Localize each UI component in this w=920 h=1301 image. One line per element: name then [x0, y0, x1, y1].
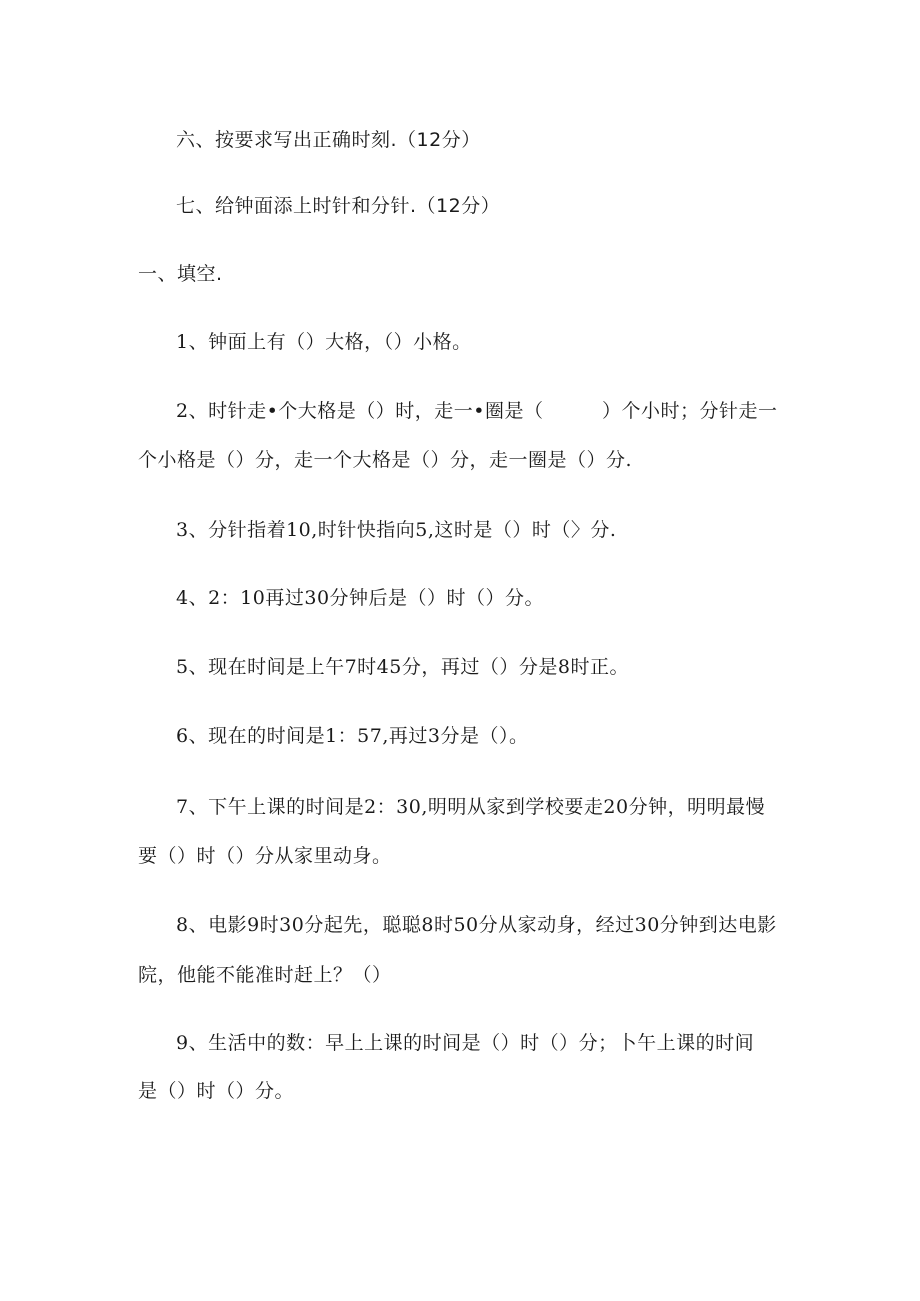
question-3: 3、分针指着10,时针快指向5,这时是（）时（〉分. — [176, 519, 617, 541]
question-2-line-1: 2、时针走•个大格是（）时，走一•圈是（ ）个小时；分针走一 — [176, 400, 778, 422]
question-2-line-2: 个小格是（）分，走一个大格是（）分，走一圈是（）分. — [138, 449, 633, 471]
question-1: 1、钟面上有（）大格，（）小格。 — [176, 331, 472, 353]
question-7-line-2: 要（）时（）分从家里动身。 — [138, 845, 392, 867]
section-one-heading: 一、填空. — [138, 263, 223, 285]
question-7-line-1: 7、下午上课的时间是2：30,明明从家到学校要走20分钟，明明最慢 — [176, 796, 766, 818]
section-seven-heading: 七、给钟面添上时针和分针.（12分） — [176, 195, 501, 217]
question-4: 4、2：10再过30分钟后是（）时（）分。 — [176, 587, 545, 609]
question-9-line-2: 是（）时（）分。 — [138, 1080, 295, 1102]
question-9-line-1: 9、生活中的数：早上上课的时间是（）时（）分；卜午上课的时间 — [176, 1032, 755, 1054]
question-5: 5、现在时间是上午7时45分，再过（）分是8时正。 — [176, 656, 629, 678]
question-8-line-2: 院，他能不能准时赶上？（） — [138, 964, 392, 986]
section-six-heading: 六、按要求写出正确时刻.（12分） — [176, 129, 481, 151]
question-6: 6、现在的时间是1：57,再过3分是（）。 — [176, 725, 529, 747]
question-8-line-1: 8、电影9时30分起先，聪聪8时50分从家动身，经过30分钟到达电影 — [176, 914, 777, 936]
